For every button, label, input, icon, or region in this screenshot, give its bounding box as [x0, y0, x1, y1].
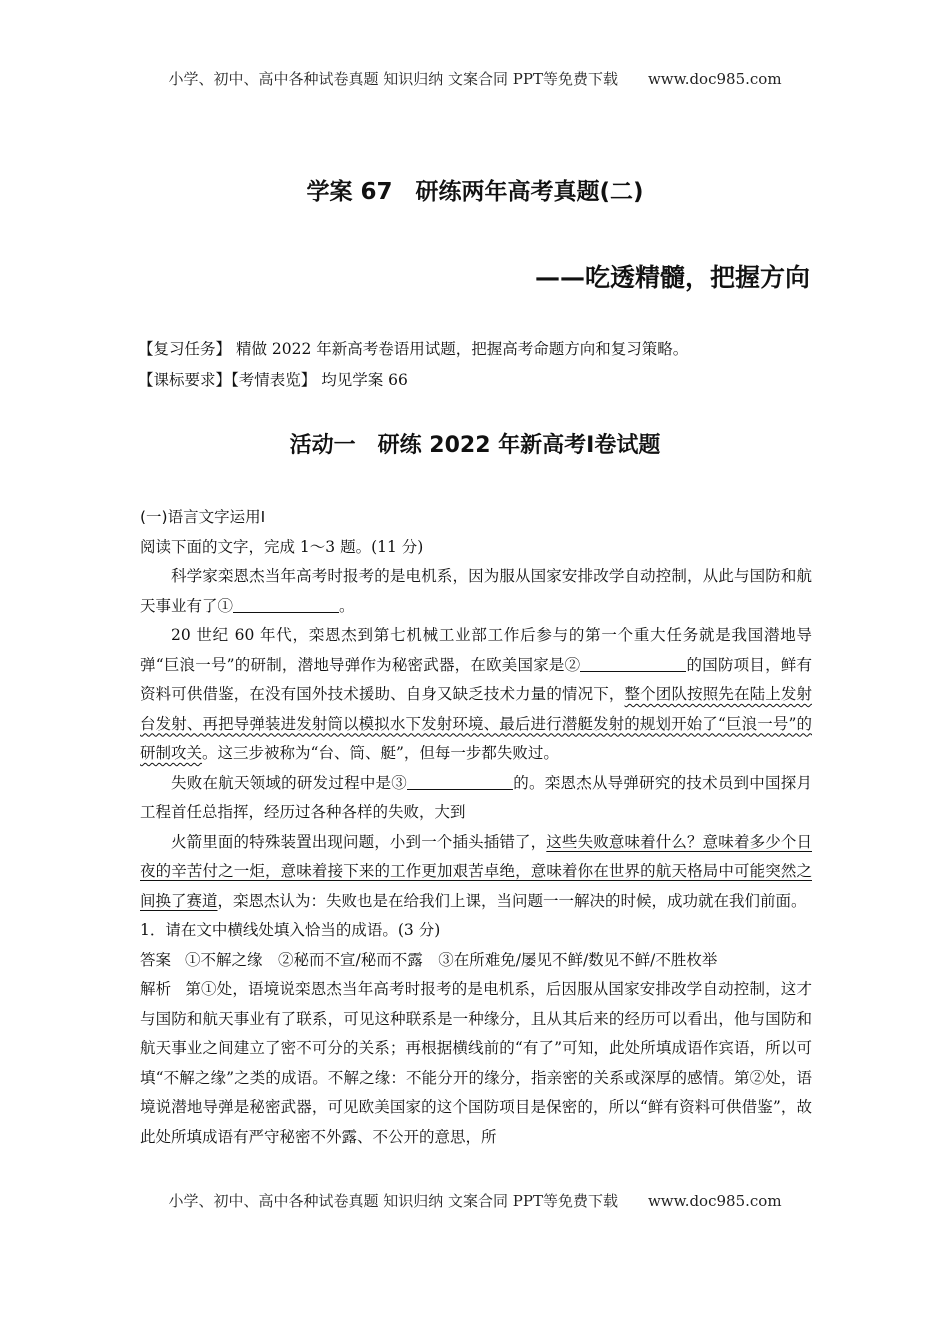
passage-paragraph-2: [140, 621, 812, 769]
review-task: [138, 337, 688, 359]
passage-text: 的。栾恩杰从导弹研究的技术员到中国探月工程首任总指挥，经历过各种各样的失败，大到: [140, 773, 812, 821]
passage-paragraph-3: [140, 769, 812, 828]
question-1: 1．请在文中横线处填入恰当的成语。(3 分): [140, 921, 441, 939]
passage-text: 20 世纪 60 年代，栾恩杰到第七机械工业部工作后参与的第一个重大任务就是我国潜地导弹“巨浪一号”的研制，潜地导弹作为秘密武器，在欧美国家是②: [140, 626, 812, 674]
passage-text: ，栾恩杰认为：失败也是在给我们上课，当问题一一解决的时候，成功就在我们前面。: [217, 891, 807, 910]
review-task-tag: 【复习任务】: [138, 340, 232, 358]
header-text: 小学、初中、高中各种试卷真题 知识归纳 文案合同 PPT等免费下载: [168, 70, 618, 88]
page-title: 学案 67 研练两年高考真题(二): [306, 179, 644, 205]
page-subtitle: ——吃透精髓，把握方向: [534, 263, 810, 292]
passage-text: 。这三步被称为“台、筒、艇”，但每一步都失败过。: [202, 744, 559, 762]
blank-1: [233, 596, 339, 613]
standard-tag: 【课标要求】【考情表览】: [138, 371, 317, 389]
passage-text: 科学家栾恩杰当年高考时报考的是电机系，因为服从国家安排改学自动控制，从此与国防和航天事业有了①: [140, 567, 812, 615]
review-task-text: 精做 2022 年新高考卷语用试题，把握高考命题方向和复习策略。: [235, 340, 689, 358]
analysis-label: 解析: [140, 980, 172, 998]
answer-text: ①不解之缘 ②秘而不宣/秘而不露 ③在所难免/屡见不鲜/数见不鲜/不胜枚举: [185, 950, 718, 969]
activity-title: 活动一 研练 2022 年新高考Ⅰ卷试题: [289, 433, 661, 458]
passage-paragraph-4: [140, 828, 812, 917]
underlined-sentence: 这些失败意味着什么？意味着多少个日夜的辛苦付之一炬，意味着接下来的工作更加艰苦卓绝，意味着你在世界的航天格局中可能突然之间换了赛道: [140, 832, 812, 910]
header-site-link[interactable]: www.doc985.com: [647, 70, 782, 88]
answer: [140, 946, 812, 976]
analysis: [140, 975, 812, 1152]
standard-text: 均见学案 66: [321, 371, 408, 389]
passage-text: 。: [339, 596, 355, 615]
standard-info: [138, 368, 408, 390]
analysis-text: 第①处，语境说栾恩杰当年高考时报考的是电机系，后因服从国家安排改学自动控制，这才与国防和航天事业有了联系，可见这种联系是一种缘分，且从其后来的经历可以看出，他与国防和航天事业之间建立了密不可分的关系；再根据横线前的“有了”可知，此处所填成语作宾语，所以可填“不解之缘”之类的成语。不解之缘：不能分开的缘分，指亲密的关系或深厚的感情。第②处，语境说潜地导弹是秘密武器，可见欧美国家的这个国防项目是保密的，所以“鲜有资料可供借鉴”，故此处所填成语有严守秘密不外露、不公开的意思，所: [140, 980, 812, 1146]
section-instruction: 阅读下面的文字，完成 1～3 题。(11 分): [140, 537, 424, 556]
document-body: [140, 503, 812, 1152]
blank-2: [580, 655, 686, 672]
page-header: [0, 68, 950, 89]
footer-site-link[interactable]: www.doc985.com: [647, 1192, 782, 1210]
answer-label: 答案: [140, 950, 172, 969]
section-heading: (一)语言文字运用Ⅰ: [140, 508, 266, 526]
passage-text: 火箭里面的特殊装置出现问题，小到一个插头插错了，: [171, 832, 547, 851]
blank-3: [407, 773, 513, 790]
passage-text: 失败在航天领域的研发过程中是③: [171, 773, 408, 792]
wavy-underlined-sentence: 整个团队按照先在陆上发射台发射、再把导弹装进发射筒以模拟水下发射环境、最后进行潜艇发射的规划开始了“巨浪一号”的研制攻关: [140, 685, 812, 762]
footer-text: 小学、初中、高中各种试卷真题 知识归纳 文案合同 PPT等免费下载: [168, 1192, 618, 1210]
page-footer: [0, 1190, 950, 1211]
passage-text: 的国防项目，鲜有资料可供借鉴，在没有国外技术援助、自身又缺乏技术力量的情况下，: [140, 655, 812, 703]
passage-paragraph-1: [140, 562, 812, 621]
